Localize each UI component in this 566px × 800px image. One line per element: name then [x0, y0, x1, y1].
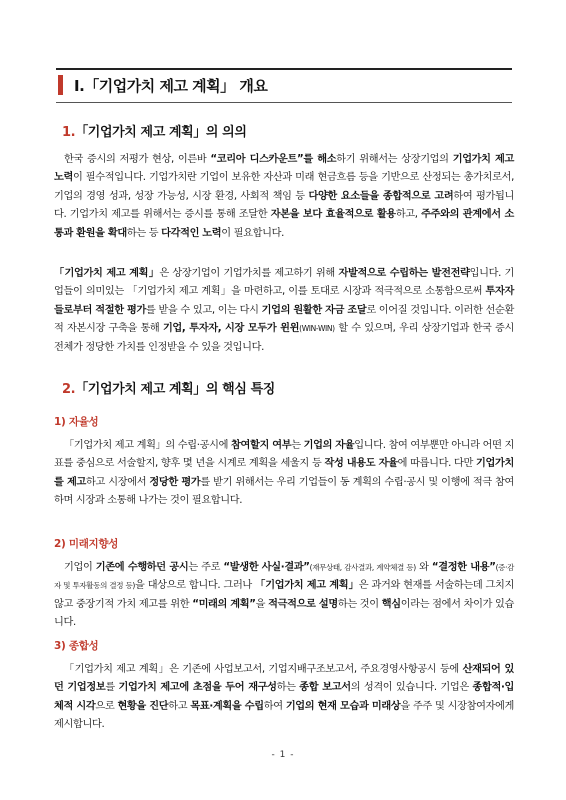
- emphasis-text: 다각적인 노력: [161, 227, 222, 239]
- body-text: 하고,: [395, 209, 422, 221]
- section-heading-1: [62, 121, 247, 140]
- paragraph: [54, 661, 514, 735]
- body-text: 를: [105, 682, 119, 694]
- chapter-title: Ⅰ.「기업가치 제고 계획」 개요: [74, 77, 268, 95]
- note-text: (증·감자 및 투자활동의 결정 등): [54, 563, 514, 591]
- emphasis-text: 산재되어 있던 기업정보: [54, 664, 514, 694]
- emphasis-text: 적극적으로 설명: [268, 598, 338, 610]
- emphasis-text: 기업의 원활한 자금 조달: [261, 304, 367, 316]
- section-title: 「기업가치 제고 계획」의 의의: [75, 125, 247, 140]
- section-number: 2.: [62, 382, 76, 397]
- emphasis-text: 자발적으로 수립하는 발전전략: [338, 268, 470, 279]
- emphasis-text: 다양한 요소들을 종합적으로 고려: [308, 190, 454, 202]
- paragraph: [54, 265, 514, 357]
- body-text: 는: [291, 440, 304, 451]
- paragraph: [54, 151, 514, 243]
- section-heading-2: [62, 378, 275, 397]
- subsection-heading: 1) 자율성: [54, 416, 99, 428]
- paragraph: [54, 559, 514, 633]
- body-text: 하고: [168, 700, 191, 712]
- body-text: 을 주주 및 시장참여자에게 제시합니다.: [54, 700, 515, 731]
- emphasis-text: 종합 보고서: [299, 682, 351, 694]
- chapter-title-box: [56, 68, 512, 103]
- emphasis-text: 투자자들로부터 적절한 평가: [54, 286, 514, 316]
- emphasis-text: 핵심: [381, 598, 401, 610]
- emphasis-text: 작성 내용도 자율: [324, 458, 398, 470]
- emphasis-text: 기업가치를 제고: [54, 458, 514, 488]
- subsection-heading: 2) 미래지향성: [54, 538, 119, 550]
- emphasis-text: 목표·계획을 수립: [190, 700, 264, 712]
- emphasis-text: 현황을 진단: [117, 700, 169, 712]
- body-text: 이 필수적입니다. 기업가치란 기업이 보유한 자산과 미래 현금흐름 등을 기반으로 산정되는 총가치로서, 기업의 경영 성과, 성장 가능성, 시장 환경, 사회적 책임 등: [54, 172, 514, 202]
- body-text: 을 대상으로 합니다. 그러나: [134, 580, 256, 592]
- body-text: 로 이어질 것입니다. 이러한 선순환적 자본시장 구축을 통해: [54, 304, 514, 335]
- emphasis-text: 종합적·입체적 시각: [54, 682, 515, 712]
- page-number: - 1 -: [271, 750, 295, 760]
- emphasis-text: 주주와의 관계에서 소통과 환원을 확대: [54, 209, 514, 239]
- note-text: (WIN-WIN): [299, 324, 335, 334]
- emphasis-text: 기업의 현재 모습과 미래상: [285, 700, 401, 712]
- body-text: 와: [415, 562, 432, 573]
- body-text: 하는 등: [126, 227, 162, 239]
- body-text: 하여: [263, 700, 286, 712]
- note-text: (재무상태, 감사결과, 계약체결 등): [309, 563, 416, 572]
- section-number: 1.: [62, 125, 76, 140]
- body-text: 할 수 있으며, 우리 상장기업과 한국 증시 전체가 정당한 가치를 인정받을 수 있을 것입니다.: [54, 323, 514, 353]
- body-text: 하기 위해서는 상장기업의: [336, 154, 453, 165]
- paragraph: [54, 437, 514, 511]
- emphasis-text: “발생한 사실·결과”: [223, 562, 310, 573]
- body-text: 하는: [276, 682, 300, 694]
- body-text: 를 받을 수 있고, 이는 다시: [145, 304, 262, 316]
- section-title: 「기업가치 제고 계획」의 핵심 특징: [75, 382, 275, 397]
- title-accent-bar: [58, 75, 63, 95]
- body-text: 에 따릅니다. 다만: [397, 458, 477, 470]
- emphasis-text: 참여할지 여부: [231, 440, 292, 451]
- emphasis-text: 기존에 수행하던 공시: [95, 562, 189, 573]
- emphasis-text: “미래의 계획”: [192, 598, 256, 610]
- emphasis-text: 「기업가치 제고 계획」: [54, 268, 160, 279]
- emphasis-text: 기업의 자율: [303, 440, 355, 451]
- emphasis-text: 정당한 평가: [149, 476, 201, 488]
- body-text: 하는 것이: [337, 598, 382, 610]
- body-text: 은 상장기업이 기업가치를 제고하기 위해: [159, 268, 339, 279]
- body-text: 이라는 점에서 차이가 있습니다.: [54, 598, 515, 629]
- body-text: 이 필요합니다.: [221, 227, 284, 239]
- body-text: 의 성격이 있습니다. 기업은: [350, 682, 473, 694]
- body-text: 「기업가치 제고 계획」의 수립·공시에: [64, 440, 232, 451]
- emphasis-text: 기업, 투자자, 시장 모두가 윈윈: [162, 323, 300, 335]
- body-text: 을: [255, 598, 269, 610]
- body-text: 를 받기 위해서는 우리 기업들이 동 계획의 수립·공시 및 이행에 적극 참여하며 시장과 소통해 나가는 것이 필요합니다.: [54, 476, 515, 507]
- emphasis-text: “코리아 디스카운트”를 해소: [210, 154, 337, 165]
- body-text: 입니다. 참여 여부뿐만 아니라 어떤 지표를 중심으로 서술할지, 향후 몇 년을 시계로 계획을 세울지 등: [54, 440, 514, 470]
- emphasis-text: 「기업가치 제고 계획」: [255, 580, 359, 592]
- body-text: 은 과거와 현재를 서술하는데 그치지 않고 중장기적 가치 제고를 위한: [54, 580, 515, 610]
- emphasis-text: 기업가치 제고 노력: [54, 154, 514, 184]
- emphasis-text: “결정한 내용”: [431, 562, 496, 573]
- body-text: 입니다. 기업들이 의미있는 「기업가치 제고 계획」을 마련하고, 이를 토대로 시장과 적극적으로 소통함으로써: [54, 268, 515, 298]
- body-text: 기업이: [64, 562, 96, 573]
- body-text: 하여 평가됩니다. 기업가치 제고를 위해서는 증시를 통해 조달한: [54, 190, 515, 221]
- emphasis-text: 자본을 보다 효율적으로 활용: [270, 209, 396, 221]
- body-text: 「기업가치 제고 계획」은 기존에 사업보고서, 기업지배구조보고서, 주요경영사항공시 등에: [64, 664, 463, 675]
- emphasis-text: 기업가치 제고에 초점을 두어 재구성: [118, 682, 277, 694]
- body-text: 으로: [95, 700, 118, 712]
- body-text: 한국 증시의 저평가 현상, 이른바: [64, 154, 211, 165]
- body-text: 는 주로: [188, 562, 224, 573]
- body-text: 하고 시장에서: [86, 476, 150, 488]
- subsection-heading: 3) 종합성: [54, 640, 99, 652]
